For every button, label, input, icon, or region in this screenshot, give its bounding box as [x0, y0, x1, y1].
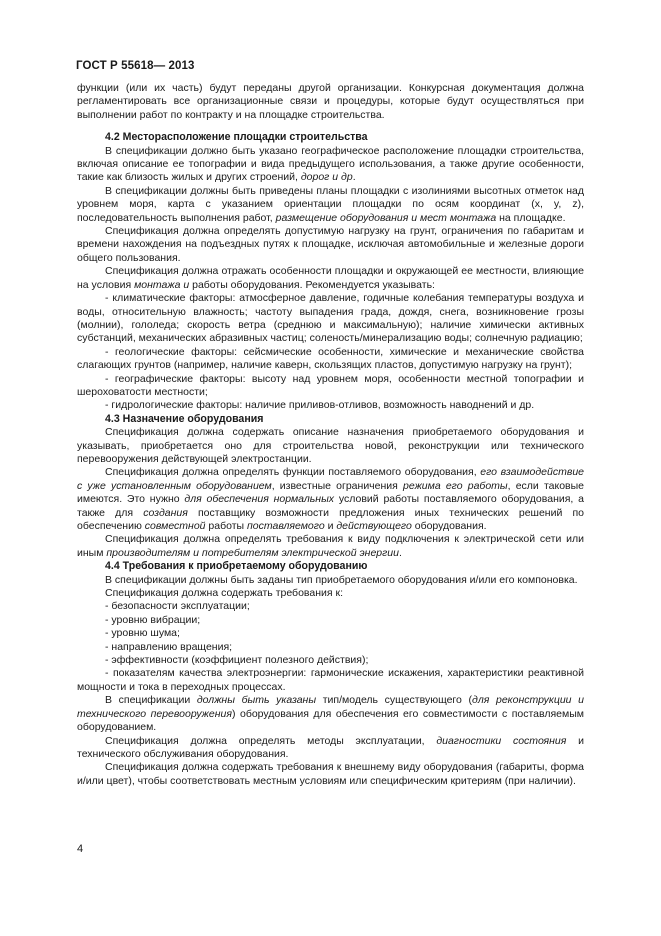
- list-item-hydrologic: - гидрологические факторы: наличие приливов-отливов, возможность наводнений и др.: [105, 399, 535, 412]
- page-number: 4: [77, 843, 84, 855]
- paragraph-4-4-2: Спецификация должна содержать требования к:: [105, 587, 343, 600]
- list-item: - безопасности эксплуатации;: [105, 600, 250, 613]
- list-item: - уровню вибрации;: [105, 613, 201, 626]
- paragraph-4-3-3: Спецификация должна определять требования к виду подключения к электрической сети или иным производителям и потребителям электрической энергии.: [77, 533, 584, 559]
- list-item: - направлению вращения;: [105, 640, 233, 653]
- section-heading-4-4: 4.4 Требования к приобретаемому оборудованию: [105, 560, 368, 573]
- list-item-climatic: - климатические факторы: атмосферное давление, годичные колебания температуры воздуха и воды, относительную влажность; частоту выпадения града, дождя, снега, возникновение грозы (молнии), гололеда; скорость ветра (среднюю и максимальную); наличие химически активных субстанций, механических абразивных частиц; соленость/минерализацию воды; солнечную радиацию;: [77, 292, 584, 345]
- list-item-geologic: - геологические факторы: сейсмические особенности, химические и механические свойства слагающих грунтов (например, наличие каверн, скользящих пластов, допустимую нагрузку на грунт);: [77, 345, 584, 372]
- paragraph-4-4-1: В спецификации должны быть заданы тип приобретаемого оборудования и/или его компоновка.: [105, 573, 578, 586]
- paragraph-4-4-5: Спецификация должна содержать требования к внешнему виду оборудования (габариты, форма и/или цвет), чтобы соответствовать местным условиям или специфическим критериям (при наличии).: [77, 761, 584, 787]
- paragraph-4-3-1: Спецификация должна содержать описание назначения приобретаемого оборудования и указывать, приобретается оно для строительства новой, реконструкции или технического перевооружения действующей электростанции.: [77, 426, 584, 465]
- list-item: - эффективности (коэффициент полезного действия);: [105, 654, 369, 667]
- paragraph-4-2-2: В спецификации должны быть приведены планы площадки с изолиниями высотных отметок над уровнем моря, карта с указанием ориентации площадки по осям координат (x, y, z), последовательность выполнения работ, размещение оборудования и мест монтажа на площадке.: [77, 184, 584, 224]
- paragraph-4-2-4: Спецификация должна отражать особенности площадки и окружающей ее местности, влияющие на условия монтажа и работы оборудования. Рекомендуется указывать:: [77, 265, 584, 291]
- document-code-header: ГОСТ Р 55618— 2013: [76, 60, 195, 72]
- document-body: [77, 82, 584, 788]
- section-heading-4-3: 4.3 Назначение оборудования: [105, 412, 264, 425]
- intro-paragraph: функции (или их часть) будут переданы другой организации. Конкурсная документация должна регламентировать все организационные связи и процедуры, которые будут осуществляться при выполнении работ по контракту и на площадке строительства.: [77, 82, 584, 121]
- paragraph-4-3-2: Спецификация должна определять функции поставляемого оборудования, его взаимодействие с уже установленным оборудованием, известные ограничения режима его работы, если таковые имеются. Это нужно для обеспечения нормальных условий работы поставляемого оборудования, а также для создания поставщику возможности предложения иных технических решений по обеспечению совместной работы поставляемого и действующего оборудования.: [77, 466, 585, 532]
- section-heading-4-2: 4.2 Месторасположение площадки строительства: [105, 131, 368, 144]
- paragraph-4-2-3: Спецификация должна определять допустимую нагрузку на грунт, ограничения по габаритам и времени нахождения на подъездных путях к площадке, исключая автомобильные и железные дороги общего пользования.: [77, 225, 584, 264]
- list-item: - уровню шума;: [105, 627, 180, 640]
- list-item: - показателям качества электроэнергии: гармонические искажения, характеристики реактивной мощности и тока в переходных процессах.: [77, 667, 584, 693]
- paragraph-4-4-3: В спецификации должны быть указаны тип/модель существующего (для реконструкции и технического перевооружения) оборудования для обеспечения его совместимости с поставляемым оборудованием.: [77, 694, 584, 734]
- paragraph-4-4-4: Спецификация должна определять методы эксплуатации, диагностики состояния и технического обслуживания оборудования.: [77, 734, 584, 760]
- paragraph-4-2-1: В спецификации должно быть указано географическое расположение площадки строительства, включая описание ее топографии и вида предыдущего использования, а также другие особенности, такие как близость жилых и других строений, дорог и др.: [77, 144, 584, 184]
- list-item-geographic: - географические факторы: высоту над уровнем моря, особенности местной топографии и шероховатости местности;: [77, 372, 584, 398]
